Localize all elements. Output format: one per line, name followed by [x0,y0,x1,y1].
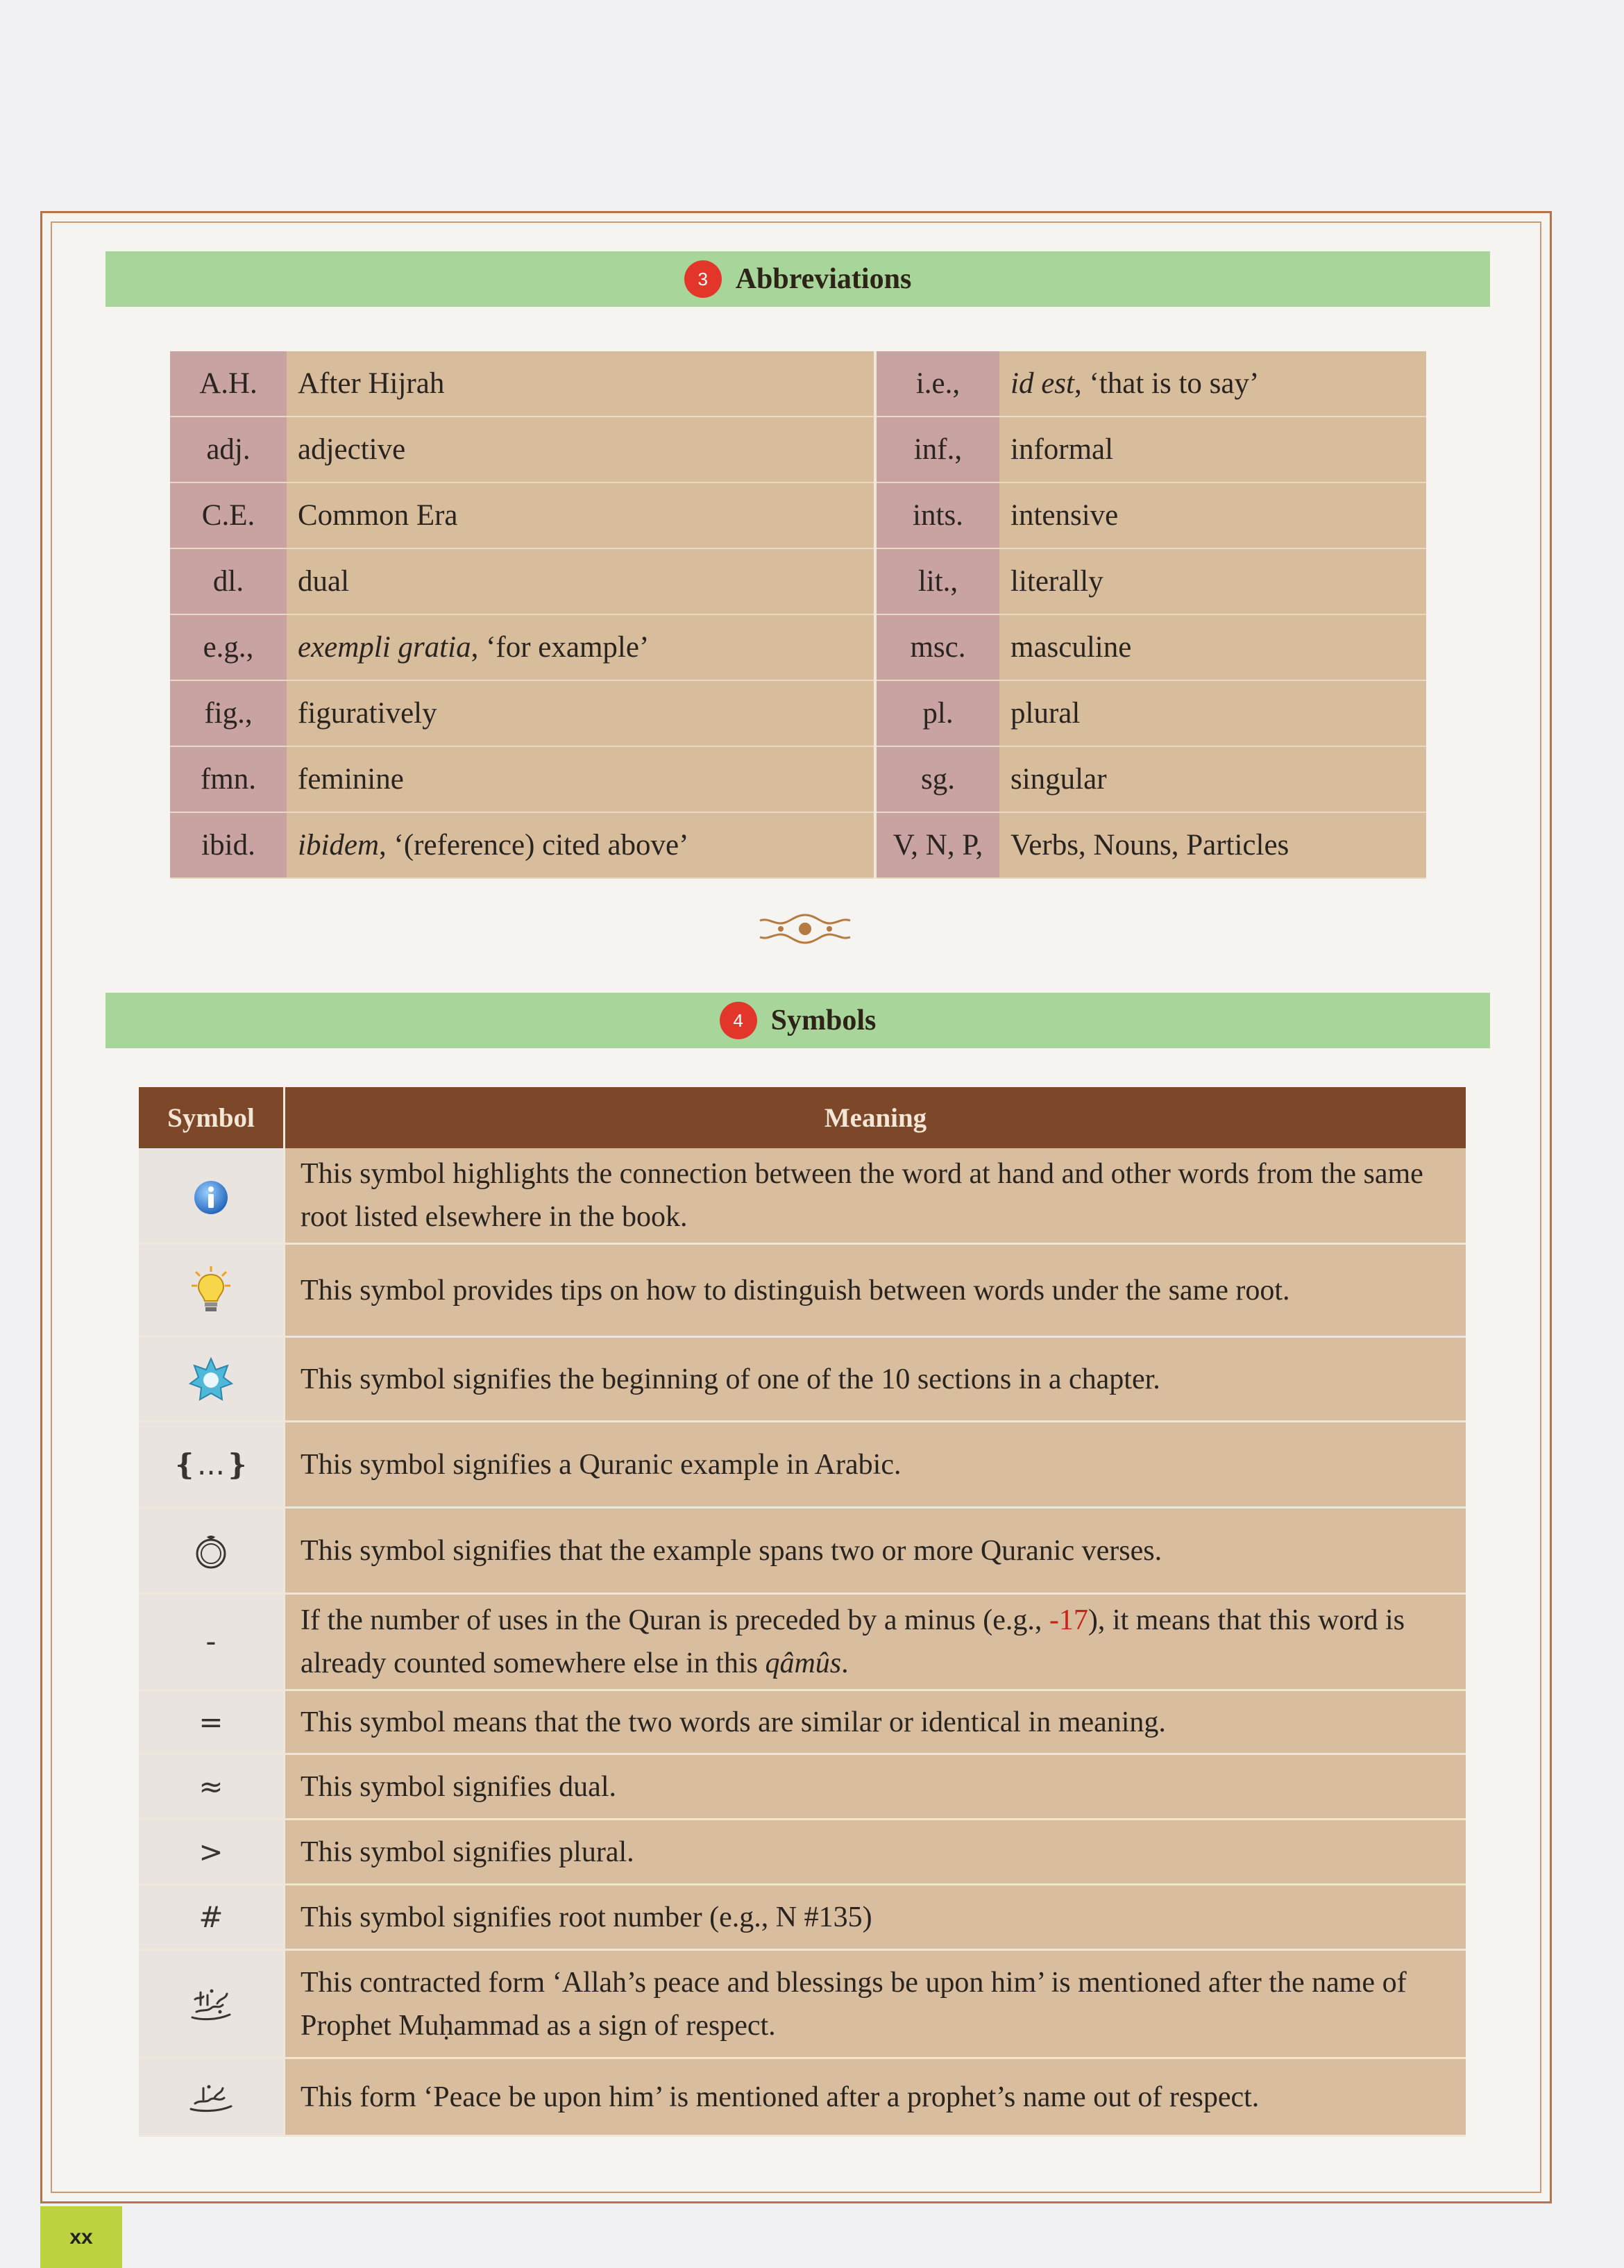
meaning-cell: This symbol highlights the connection between the word at hand and other words from the same root listed elsewhere in the book. [285,1148,1466,1244]
abbr-key: lit., [875,548,999,614]
abbr-key: V, N, P, [875,812,999,878]
abbr-value [999,351,1426,417]
meaning-cell: This contracted form ‘Allah’s peace and blessings be upon him’ is mentioned after the name of Prophet Muḥammad as a sign of respect. [285,1950,1466,2058]
table-row [170,482,1426,548]
abbr-key: ints. [875,482,999,548]
symbol-cell [139,1337,285,1422]
lightbulb-icon [190,1265,232,1316]
table-row [170,417,1426,482]
symbol-cell: = [139,1690,285,1754]
symbol-cell: # [139,1885,285,1950]
abbr-value-gloss: , ‘for example’ [471,631,650,664]
abbr-key: i.e., [875,351,999,417]
abbr-key: sg. [875,746,999,812]
table-row [139,1508,1466,1594]
abbr-value: plural [999,680,1426,746]
meaning-cell: This symbol means that the two words are similar or identical in meaning. [285,1690,1466,1754]
abbr-value: Common Era [287,482,875,548]
abbr-value [287,614,875,680]
meaning-cell: This form ‘Peace be upon him’ is mentioned after a prophet’s name out of respect. [285,2058,1466,2136]
meaning-text: . [841,1647,849,1679]
abbr-value-gloss: , ‘(reference) cited above’ [379,829,689,862]
abbr-key: inf., [875,417,999,482]
table-row [139,1885,1466,1950]
info-icon [193,1179,229,1216]
symbol-cell [139,1508,285,1594]
symbol-cell [139,1950,285,2058]
abbr-key: A.H. [170,351,287,417]
table-row [139,1754,1466,1820]
salawat-calligraphy-icon [187,1984,235,2026]
section-title: Abbreviations [735,263,912,295]
meaning-cell: This symbol signifies dual. [285,1754,1466,1820]
symbol-cell [139,1148,285,1244]
abbr-value [287,812,875,878]
meaning-cell: This symbol signifies root number (e.g., N #135) [285,1885,1466,1950]
table-row [170,548,1426,614]
abbr-key: fmn. [170,746,287,812]
table-row [139,1337,1466,1422]
alayhi-salam-calligraphy-icon [187,2081,235,2116]
abbr-value: feminine [287,746,875,812]
abbr-key: adj. [170,417,287,482]
abbr-key: e.g., [170,614,287,680]
meaning-cell: This symbol provides tips on how to distinguish between words under the same root. [285,1244,1466,1337]
meaning-term: qâmûs [765,1647,842,1679]
abbr-value: informal [999,417,1426,482]
abbreviations-table [170,351,1426,879]
table-row [170,351,1426,417]
symbol-cell: - [139,1594,285,1690]
verse-end-icon [192,1533,230,1572]
meaning-cell: This symbol signifies the beginning of one of the 10 sections in a chapter. [285,1337,1466,1422]
star-section-icon [189,1357,233,1402]
meaning-text: If the number of uses in the Quran is preceded by a minus (e.g., [301,1604,1049,1636]
abbr-value: intensive [999,482,1426,548]
abbreviations-header [105,251,1490,307]
column-header-meaning: Meaning [285,1087,1466,1148]
table-row [139,2058,1466,2136]
table-row [170,812,1426,878]
meaning-cell: This symbol signifies plural. [285,1820,1466,1885]
section-number-badge: 3 [684,260,722,298]
abbr-value: literally [999,548,1426,614]
symbol-cell: > [139,1820,285,1885]
abbr-value-gloss: , ‘that is to say’ [1074,367,1260,400]
meaning-cell: This symbol signifies that the example spans two or more Quranic verses. [285,1508,1466,1594]
meaning-text: ), it means that this word is already counted somewhere else in this [301,1604,1405,1679]
section-number-badge: 4 [720,1002,757,1039]
table-row [139,1820,1466,1885]
column-header-symbol: Symbol [139,1087,285,1148]
table-header-row [139,1087,1466,1148]
abbr-value: singular [999,746,1426,812]
table-row [170,746,1426,812]
symbol-cell [139,2058,285,2136]
example-number: -17 [1049,1604,1088,1636]
symbol-cell: ❴...❵ [139,1422,285,1508]
abbr-value: After Hijrah [287,351,875,417]
abbr-key: pl. [875,680,999,746]
symbol-cell [139,1244,285,1337]
abbr-key: msc. [875,614,999,680]
abbr-key: fig., [170,680,287,746]
meaning-cell: This symbol signifies a Quranic example in Arabic. [285,1422,1466,1508]
abbr-value: masculine [999,614,1426,680]
section-title: Symbols [770,1005,877,1036]
table-row [139,1690,1466,1754]
abbr-value: adjective [287,417,875,482]
table-row [139,1594,1466,1690]
meaning-cell [285,1594,1466,1690]
abbr-value: dual [287,548,875,614]
table-row [139,1244,1466,1337]
symbol-cell: ≈ [139,1754,285,1820]
abbr-value: Verbs, Nouns, Particles [999,812,1426,878]
abbr-value-latin: ibidem [298,829,380,862]
symbols-table [139,1087,1466,2137]
abbr-value: figuratively [287,680,875,746]
symbols-header [105,993,1490,1048]
abbr-key: ibid. [170,812,287,878]
abbr-key: dl. [170,548,287,614]
table-row [170,680,1426,746]
abbr-value-latin: exempli gratia [298,631,471,664]
abbr-key: C.E. [170,482,287,548]
table-row [139,1422,1466,1508]
table-row [170,614,1426,680]
table-row [139,1148,1466,1244]
table-row [139,1950,1466,2058]
page-number: xx [40,2206,122,2268]
ornament-divider-icon [753,909,857,948]
abbr-value-latin: id est [1010,367,1074,400]
